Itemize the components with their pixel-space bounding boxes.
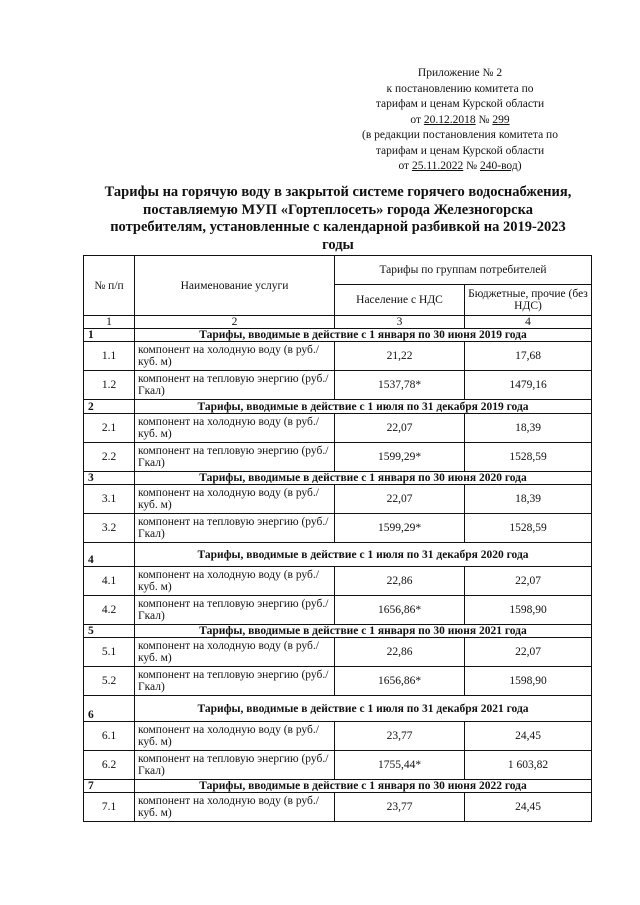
row-number: 5.2: [84, 667, 135, 696]
appendix-line: к постановлению комитета по: [386, 82, 534, 95]
title-line: потребителям, установленные с календарной разбивкой на 2019-2023: [110, 219, 566, 235]
section-row: [84, 329, 592, 342]
appendix-text: от: [410, 113, 424, 126]
table-row: [84, 342, 592, 371]
appendix-line: тарифам и ценам Курской области: [375, 98, 545, 110]
section-number: 6: [84, 696, 135, 722]
section-title: Тарифы, вводимые в действие с 1 января по 30 июня 2020 года: [135, 472, 592, 485]
population-tariff: 22,07: [335, 414, 465, 443]
tariff-table: [83, 255, 592, 822]
appendix-line: тарифам и ценам Курской области: [375, 144, 545, 157]
population-tariff: 1599,29*: [335, 443, 465, 472]
row-number: 2.1: [84, 414, 135, 443]
section-row: [84, 400, 592, 414]
population-tariff: 23,77: [335, 793, 465, 822]
appendix-number: 299: [492, 113, 510, 126]
appendix-line: Приложение № 2: [417, 67, 503, 79]
table-row: [84, 443, 592, 472]
budget-tariff: 17,68: [465, 342, 592, 371]
section-title: Тарифы, вводимые в действие с 1 января по 30 июня 2021 года: [135, 625, 592, 638]
budget-tariff: 22,07: [465, 567, 592, 596]
section-row: [84, 625, 592, 638]
section-title: Тарифы, вводимые в действие с 1 января по 30 июня 2022 года: [135, 780, 592, 793]
appendix-number: 240-вод: [480, 160, 518, 172]
row-number: 3.2: [84, 514, 135, 543]
header-col-index: 1: [84, 316, 135, 329]
service-name: компонент на холодную воду (в руб./куб. м): [135, 342, 335, 371]
appendix-text: ): [517, 160, 522, 172]
budget-tariff: 1598,90: [465, 596, 592, 625]
service-name: компонент на холодную воду (в руб./куб. м): [135, 638, 335, 667]
row-number: 5.1: [84, 638, 135, 667]
table-row: [84, 667, 592, 696]
title-line: поставляемую МУП «Гортеплосеть» города Железногорска: [142, 201, 534, 218]
section-title: Тарифы, вводимые в действие с 1 июля по 31 декабря 2020 года: [135, 543, 592, 567]
population-tariff: 1656,86*: [335, 596, 465, 625]
table-row: [84, 722, 592, 751]
service-name: компонент на тепловую энергию (руб./Гкал): [135, 667, 335, 696]
population-tariff: 21,22: [335, 342, 465, 371]
service-name: компонент на тепловую энергию (руб./Гкал): [135, 514, 335, 543]
population-tariff: 22,86: [335, 638, 465, 667]
budget-tariff: 1479,16: [465, 371, 592, 400]
section-row: [84, 472, 592, 485]
header-population: Население с НДС: [335, 285, 465, 316]
service-name: компонент на тепловую энергию (руб./Гкал): [135, 371, 335, 400]
population-tariff: 1537,78*: [335, 371, 465, 400]
section-row: [84, 780, 592, 793]
table-row: [84, 485, 592, 514]
header-num: № п/п: [84, 256, 135, 316]
budget-tariff: 18,39: [465, 414, 592, 443]
population-tariff: 1656,86*: [335, 667, 465, 696]
population-tariff: 23,77: [335, 722, 465, 751]
population-tariff: 22,07: [335, 485, 465, 514]
budget-tariff: 1528,59: [465, 514, 592, 543]
row-number: 4.1: [84, 567, 135, 596]
appendix-block: [330, 66, 590, 175]
header-col-index: 2: [135, 316, 335, 329]
table-row: [84, 638, 592, 667]
population-tariff: 22,86: [335, 567, 465, 596]
service-name: компонент на тепловую энергию (руб./Гкал): [135, 751, 335, 780]
table-row: [84, 514, 592, 543]
row-number: 6.2: [84, 751, 135, 780]
title-line: годы: [322, 236, 354, 253]
appendix-date: 20.12.2018: [423, 113, 476, 126]
header-budget: Бюджетные, прочие (без НДС): [465, 285, 592, 316]
title-line: Тарифы на горячую воду в закрытой системе горячего водоснабжения,: [104, 184, 572, 200]
budget-tariff: 24,45: [465, 793, 592, 822]
budget-tariff: 1 603,82: [465, 751, 592, 780]
section-title: Тарифы, вводимые в действие с 1 июля по 31 декабря 2019 года: [135, 400, 592, 414]
appendix-line: [330, 113, 590, 129]
budget-tariff: 1528,59: [465, 443, 592, 472]
population-tariff: 1599,29*: [335, 514, 465, 543]
section-row: [84, 696, 592, 722]
section-number: 2: [84, 400, 135, 414]
header-col-index: 4: [465, 316, 592, 329]
section-number: 5: [84, 625, 135, 638]
row-number: 1.2: [84, 371, 135, 400]
section-number: 1: [84, 329, 135, 342]
row-number: 7.1: [84, 793, 135, 822]
row-number: 4.2: [84, 596, 135, 625]
service-name: компонент на холодную воду (в руб./куб. м): [135, 485, 335, 514]
table-row: [84, 567, 592, 596]
section-title: Тарифы, вводимые в действие с 1 июля по 31 декабря 2021 года: [135, 696, 592, 722]
appendix-line: (в редакции постановления комитета по: [362, 129, 558, 141]
budget-tariff: 18,39: [465, 485, 592, 514]
service-name: компонент на тепловую энергию (руб./Гкал): [135, 443, 335, 472]
row-number: 1.1: [84, 342, 135, 371]
service-name: компонент на тепловую энергию (руб./Гкал): [135, 596, 335, 625]
section-title: Тарифы, вводимые в действие с 1 января по 30 июня 2019 года: [135, 329, 592, 342]
population-tariff: 1755,44*: [335, 751, 465, 780]
table-body: [84, 329, 592, 822]
appendix-text: №: [475, 113, 493, 126]
row-number: 2.2: [84, 443, 135, 472]
header-groups: Тарифы по группам потребителей: [335, 256, 592, 285]
budget-tariff: 1598,90: [465, 667, 592, 696]
table-row: [84, 371, 592, 400]
table-row: [84, 596, 592, 625]
budget-tariff: 22,07: [465, 638, 592, 667]
table-row: [84, 414, 592, 443]
header-service: Наименование услуги: [135, 256, 335, 316]
appendix-date: 25.11.2022: [411, 160, 464, 172]
section-number: 7: [84, 780, 135, 793]
service-name: компонент на холодную воду (в руб./куб. м): [135, 414, 335, 443]
table-row: [84, 793, 592, 822]
budget-tariff: 24,45: [465, 722, 592, 751]
service-name: компонент на холодную воду (в руб./куб. м): [135, 793, 335, 822]
service-name: компонент на холодную воду (в руб./куб. м): [135, 567, 335, 596]
row-number: 6.1: [84, 722, 135, 751]
appendix-text: №: [463, 160, 480, 172]
service-name: компонент на холодную воду (в руб./куб. м): [135, 722, 335, 751]
appendix-line: [330, 159, 590, 175]
section-row: [84, 543, 592, 567]
section-number: 4: [84, 543, 135, 567]
header-col-index: 3: [335, 316, 465, 329]
section-number: 3: [84, 472, 135, 485]
document-title: [78, 184, 598, 254]
row-number: 3.1: [84, 485, 135, 514]
table-row: [84, 751, 592, 780]
appendix-text: от: [398, 160, 412, 172]
